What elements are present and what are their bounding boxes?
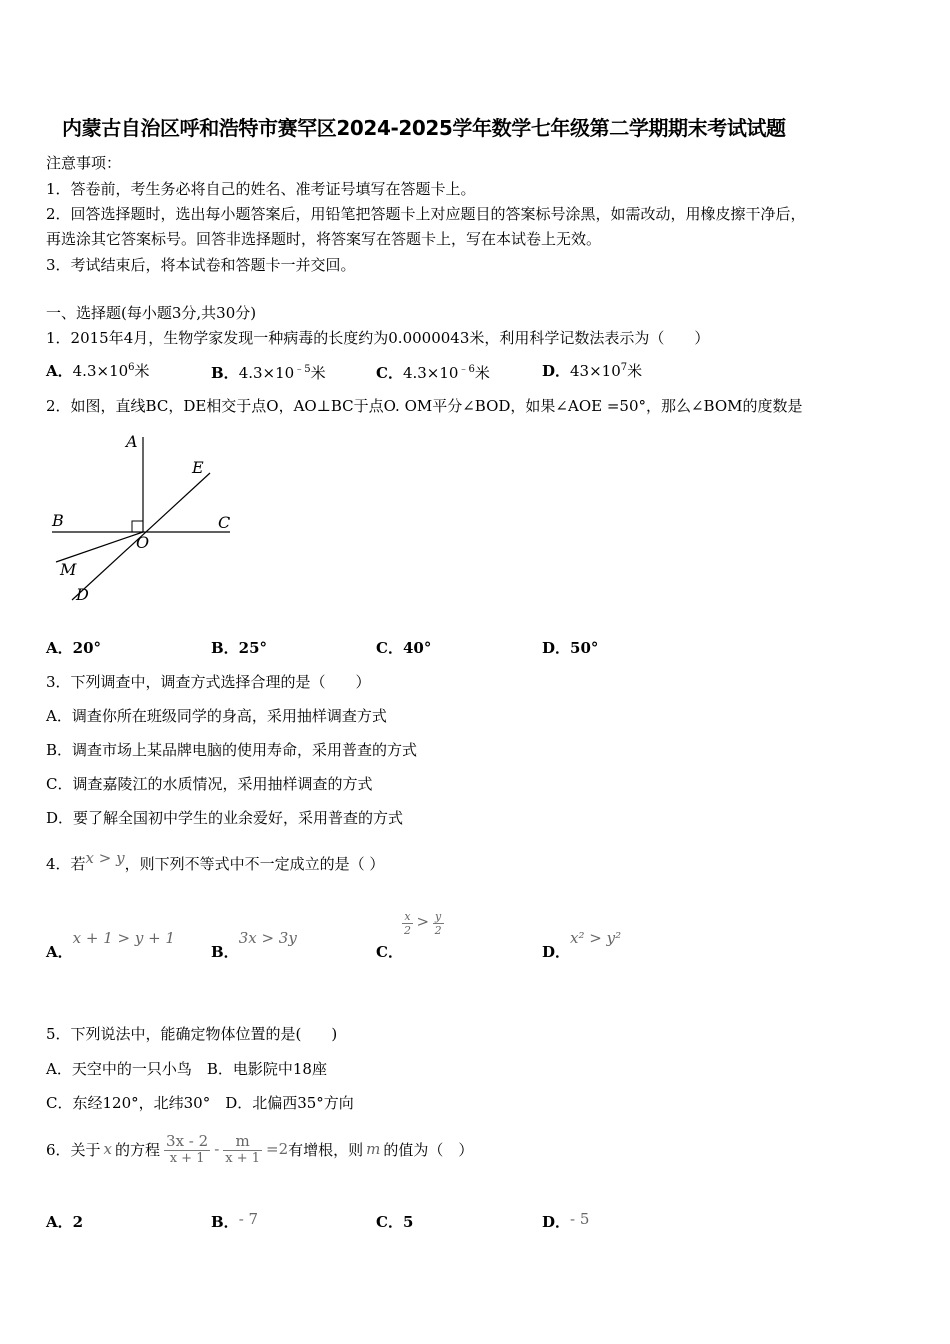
q1-option-d: D．$43\times 10^7$米 (542, 362, 643, 380)
q1-option-c: C．$4.3\times 10^{﹣6}$米 (376, 364, 490, 382)
q4-option-d: D．x² > y² (542, 929, 622, 961)
notice-item: 1．答卷前，考生务必将自己的姓名、准考证号填写在答题卡上。 (46, 180, 476, 198)
question-2-stem: 2．如图，直线BC，DE相交于点O，AO⊥BC于点O. OM平分∠BOD，如果∠AOE =50°，那么∠BOM的度数是 (46, 397, 803, 415)
right-angle-mark (132, 521, 143, 532)
label-a: A (126, 432, 138, 451)
q3-option-c: C．调查嘉陵江的水质情况，采用抽样调查的方式 (46, 775, 373, 793)
q4-option-c: C． (376, 943, 403, 961)
q2-option-b: B．25° (211, 639, 268, 657)
angle-figure (40, 425, 250, 610)
label-m: M (60, 560, 77, 579)
notice-item: 再选涂其它答案标号。回答非选择题时，将答案写在答题卡上，写在本试卷上无效。 (46, 230, 602, 248)
label-d: D (76, 585, 89, 604)
q6-option-d: D．- 5 (542, 1210, 590, 1231)
label-b: B (52, 511, 64, 530)
label-o: O (136, 533, 150, 552)
q6-option-b: B．- 7 (211, 1210, 259, 1231)
page-title: 内蒙古自治区呼和浩特市赛罕区2024-2025学年数学七年级第二学期期末考试试题 (62, 116, 786, 140)
q2-option-a: A．20° (46, 639, 102, 657)
q3-option-b: B．调查市场上某品牌电脑的使用寿命，采用普查的方式 (46, 741, 418, 759)
q3-option-a: A．调查你所在班级同学的身高，采用抽样调查方式 (46, 707, 387, 725)
q6-option-a: A．2 (46, 1213, 84, 1231)
notice-heading: 注意事项： (46, 154, 122, 172)
q4-option-b: B．3x > 3y (211, 929, 297, 961)
question-1-stem: 1．2015年4月，生物学家发现一种病毒的长度约为0.0000043米，利用科学记数法表示为（ ） (46, 329, 710, 347)
q1-option-a: A．$4.3\times 10^6$米 (46, 362, 150, 380)
question-5-stem: 5．下列说法中，能确定物体位置的是( ) (46, 1025, 338, 1043)
question-4-stem: 4．若x > y，则下列不等式中不一定成立的是（ ） (46, 849, 385, 873)
q4-option-a: A．x + 1 > y + 1 (46, 929, 175, 961)
section-heading: 一、选择题(每小题3分,共30分) (46, 304, 257, 322)
q2-option-d: D．50° (542, 639, 599, 657)
notice-item: 3．考试结束后，将本试卷和答题卡一并交回。 (46, 256, 356, 274)
label-e: E (192, 458, 204, 477)
q2-option-c: C．40° (376, 639, 432, 657)
question-3-stem: 3．下列调查中，调查方式选择合理的是（ ） (46, 673, 371, 691)
q4-option-c-math: $\frac{x}{2}$ > $\frac{y}{2}$ (404, 910, 442, 937)
q3-option-d: D．要了解全国初中学生的业余爱好，采用普查的方式 (46, 809, 404, 827)
q1-option-b: B．$4.3\times 10^{﹣5}$米 (211, 364, 326, 382)
question-6-stem: 6．关于 x 的方程 $\frac{3x - 2}{x + 1}$ - $\frac{m}{x + 1}$ =2 有增根，则 m 的值为（ ） (46, 1132, 474, 1166)
notice-item: 2．回答选择题时，选出每小题答案后，用铅笔把答题卡上对应题目的答案标号涂黑，如需改动，用橡皮擦干净后， (46, 205, 806, 223)
q5-options-row-1: A．天空中的一只小鸟 B．电影院中18座 (46, 1060, 327, 1078)
q6-option-c: C．5 (376, 1213, 414, 1231)
label-c: C (218, 513, 231, 532)
q5-options-row-2: C．东经120°，北纬30° D．北偏西35°方向 (46, 1094, 354, 1112)
